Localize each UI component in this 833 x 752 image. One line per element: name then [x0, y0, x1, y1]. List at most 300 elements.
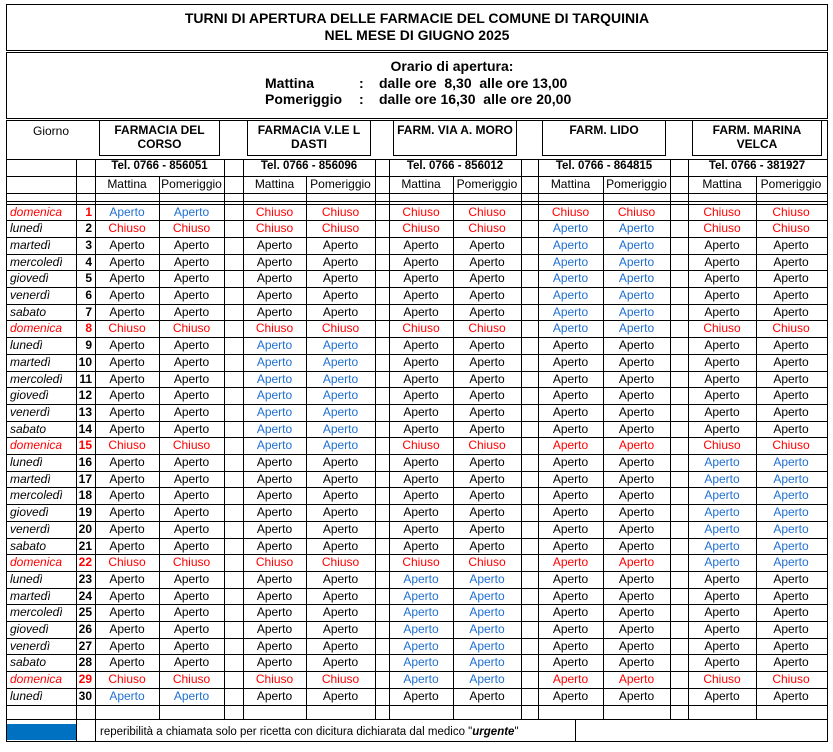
status-afternoon: Chiuso	[468, 438, 506, 453]
status-morning: Aperto	[704, 471, 740, 486]
status-afternoon: Aperto	[469, 605, 505, 620]
status-afternoon: Aperto	[469, 304, 505, 319]
status-afternoon: Chiuso	[772, 204, 810, 219]
status-afternoon: Aperto	[173, 638, 210, 653]
status-afternoon: Aperto	[173, 204, 210, 219]
status-afternoon: Aperto	[322, 471, 359, 486]
status-morning: Aperto	[256, 638, 293, 653]
day-number: 11	[79, 371, 92, 386]
status-afternoon: Aperto	[322, 688, 359, 703]
status-afternoon: Aperto	[773, 354, 809, 369]
status-morning: Aperto	[256, 455, 293, 469]
status-morning: Aperto	[403, 471, 439, 486]
status-afternoon: Aperto	[773, 371, 809, 386]
status-afternoon: Chiuso	[172, 221, 211, 236]
status-morning: Aperto	[704, 622, 740, 636]
status-afternoon: Aperto	[173, 388, 210, 403]
status-afternoon: Aperto	[618, 622, 655, 636]
status-afternoon: Chiuso	[772, 672, 810, 687]
status-afternoon: Aperto	[618, 237, 655, 252]
status-morning: Aperto	[109, 588, 145, 603]
status-morning: Aperto	[256, 288, 293, 302]
day-number: 17	[78, 471, 92, 486]
status-afternoon: Aperto	[173, 571, 210, 586]
status-afternoon: Aperto	[173, 354, 210, 369]
status-afternoon: Aperto	[469, 688, 505, 703]
status-afternoon: Aperto	[322, 288, 359, 302]
status-afternoon: Chiuso	[321, 321, 360, 336]
status-afternoon: Aperto	[173, 288, 210, 302]
status-afternoon: Aperto	[322, 388, 359, 403]
day-name: giovedì	[10, 622, 49, 636]
day-number: 10	[78, 354, 92, 369]
status-morning: Chiuso	[255, 221, 294, 236]
status-morning: Aperto	[403, 605, 439, 620]
day-name: lunedì	[10, 221, 43, 236]
shift-label-morning: Mattina	[702, 177, 742, 191]
status-afternoon: Aperto	[618, 471, 655, 486]
day-number: 18	[78, 488, 92, 503]
page-title: TURNI DI APERTURA DELLE FARMACIE DEL COMUNE DI TARQUINIA	[184, 10, 650, 26]
status-morning: Chiuso	[255, 672, 294, 687]
status-afternoon: Aperto	[469, 571, 505, 586]
status-afternoon: Aperto	[773, 605, 809, 620]
pharmacy-tel: Tel. 0766 - 856096	[260, 160, 358, 172]
status-afternoon: Aperto	[322, 354, 359, 369]
day-name: venerdì	[10, 638, 51, 653]
pharmacy-tel: Tel. 0766 - 864815	[555, 160, 653, 172]
pharmacy-tel: Tel. 0766 - 856012	[406, 160, 504, 172]
status-morning: Aperto	[109, 371, 145, 386]
status-afternoon: Aperto	[173, 371, 210, 386]
status-afternoon: Aperto	[618, 588, 655, 603]
status-morning: Aperto	[704, 638, 740, 653]
status-afternoon: Chiuso	[172, 672, 211, 687]
status-morning: Aperto	[256, 271, 293, 286]
status-morning: Aperto	[403, 271, 439, 286]
status-morning: Chiuso	[703, 672, 741, 687]
status-afternoon: Aperto	[618, 271, 655, 286]
status-morning: Aperto	[256, 605, 293, 620]
status-afternoon: Chiuso	[321, 672, 360, 687]
status-afternoon: Aperto	[469, 388, 505, 403]
status-afternoon: Aperto	[773, 555, 809, 570]
status-morning: Aperto	[403, 622, 439, 636]
status-morning: Aperto	[552, 338, 589, 353]
status-afternoon: Aperto	[773, 271, 809, 286]
legend-emphasis: urgente	[472, 726, 515, 738]
hours-separator: :	[359, 74, 364, 91]
status-afternoon: Aperto	[173, 254, 210, 269]
status-morning: Aperto	[552, 237, 589, 252]
day-number: 20	[78, 521, 92, 536]
day-name: giovedì	[10, 505, 49, 520]
status-morning: Chiuso	[402, 555, 440, 570]
status-morning: Aperto	[552, 254, 589, 269]
status-afternoon: Aperto	[322, 271, 359, 286]
status-morning: Chiuso	[402, 438, 440, 453]
status-morning: Aperto	[109, 505, 145, 520]
day-number: 21	[78, 538, 92, 553]
day-number: 16	[78, 455, 92, 469]
status-morning: Aperto	[109, 354, 145, 369]
shift-label-morning: Mattina	[401, 177, 441, 191]
day-name: venerdì	[10, 404, 51, 419]
giorno-header: Giorno	[32, 124, 70, 138]
status-morning: Chiuso	[108, 221, 146, 236]
status-afternoon: Aperto	[618, 638, 655, 653]
shift-label-afternoon: Pomeriggio	[606, 177, 667, 191]
day-name: sabato	[10, 304, 47, 319]
status-morning: Aperto	[704, 404, 740, 419]
status-morning: Chiuso	[703, 221, 741, 236]
status-morning: Aperto	[552, 421, 589, 436]
status-afternoon: Aperto	[773, 421, 809, 436]
grid-hline	[6, 193, 828, 194]
status-afternoon: Aperto	[322, 404, 359, 419]
status-afternoon: Aperto	[618, 388, 655, 403]
status-morning: Aperto	[704, 254, 740, 269]
status-afternoon: Chiuso	[468, 321, 506, 336]
day-name: mercoledì	[10, 254, 63, 269]
status-morning: Aperto	[256, 505, 293, 520]
status-morning: Aperto	[109, 237, 145, 252]
status-afternoon: Chiuso	[321, 204, 360, 219]
status-afternoon: Aperto	[618, 254, 655, 269]
pharmacy-name	[542, 120, 666, 156]
status-afternoon: Chiuso	[172, 438, 211, 453]
grid-hline	[6, 201, 828, 202]
status-morning: Aperto	[109, 455, 145, 469]
status-afternoon: Aperto	[469, 655, 505, 670]
status-afternoon: Aperto	[469, 254, 505, 269]
status-morning: Aperto	[256, 371, 293, 386]
day-number: 27	[78, 638, 92, 653]
status-afternoon: Aperto	[469, 622, 505, 636]
day-number: 1	[85, 204, 92, 219]
day-number: 23	[78, 571, 92, 586]
status-morning: Aperto	[552, 505, 589, 520]
pharmacy-name	[692, 120, 822, 156]
status-morning: Aperto	[403, 288, 439, 302]
grid-vline	[521, 159, 522, 719]
status-morning: Aperto	[552, 271, 589, 286]
status-afternoon: Aperto	[618, 304, 655, 319]
status-morning: Aperto	[552, 688, 589, 703]
status-morning: Aperto	[403, 371, 439, 386]
status-afternoon: Aperto	[322, 254, 359, 269]
day-name: sabato	[10, 655, 47, 670]
day-number: 7	[85, 304, 92, 319]
status-morning: Aperto	[256, 354, 293, 369]
status-afternoon: Aperto	[618, 555, 655, 570]
status-morning: Aperto	[109, 338, 145, 353]
status-morning: Aperto	[704, 505, 740, 520]
status-morning: Aperto	[704, 421, 740, 436]
status-afternoon: Aperto	[322, 588, 359, 603]
status-afternoon: Aperto	[618, 421, 655, 436]
grid-vline	[224, 159, 225, 719]
day-number: 22	[78, 555, 92, 570]
status-morning: Aperto	[552, 354, 589, 369]
shift-label-afternoon: Pomeriggio	[760, 177, 822, 191]
day-number: 5	[85, 271, 92, 286]
status-afternoon: Aperto	[173, 404, 210, 419]
opening-hours-box	[6, 52, 828, 119]
status-morning: Chiuso	[255, 555, 294, 570]
status-morning: Chiuso	[703, 438, 741, 453]
status-afternoon: Chiuso	[772, 321, 810, 336]
status-afternoon: Aperto	[322, 571, 359, 586]
grid-vline	[575, 719, 576, 742]
status-morning: Aperto	[552, 638, 589, 653]
pharmacy-tel: Tel. 0766 - 381927	[708, 160, 806, 172]
status-morning: Aperto	[552, 555, 589, 570]
status-morning: Aperto	[552, 672, 589, 687]
status-afternoon: Aperto	[773, 588, 809, 603]
status-morning: Aperto	[109, 471, 145, 486]
status-morning: Aperto	[704, 304, 740, 319]
status-morning: Aperto	[256, 538, 293, 553]
status-morning: Aperto	[256, 588, 293, 603]
status-morning: Chiuso	[402, 204, 440, 219]
status-morning: Aperto	[109, 288, 145, 302]
status-morning: Aperto	[109, 521, 145, 536]
status-morning: Aperto	[403, 505, 439, 520]
status-morning: Aperto	[552, 655, 589, 670]
shift-label-morning: Mattina	[254, 177, 295, 191]
pharmacy-name-line2: VELCA	[736, 137, 778, 151]
status-afternoon: Aperto	[469, 404, 505, 419]
status-afternoon: Aperto	[173, 455, 210, 469]
status-morning: Aperto	[552, 438, 589, 453]
status-afternoon: Aperto	[773, 338, 809, 353]
status-morning: Aperto	[256, 254, 293, 269]
status-afternoon: Aperto	[173, 421, 210, 436]
status-morning: Aperto	[704, 288, 740, 302]
day-number: 2	[85, 221, 92, 236]
status-morning: Aperto	[256, 688, 293, 703]
day-name: domenica	[10, 321, 63, 336]
status-afternoon: Aperto	[618, 288, 655, 302]
status-afternoon: Aperto	[469, 521, 505, 536]
status-morning: Aperto	[109, 421, 145, 436]
status-afternoon: Aperto	[618, 438, 655, 453]
shift-label-morning: Mattina	[550, 177, 591, 191]
shift-label-afternoon: Pomeriggio	[456, 177, 518, 191]
day-name: mercoledì	[10, 605, 63, 620]
status-afternoon: Aperto	[618, 571, 655, 586]
day-name: lunedì	[10, 455, 43, 469]
shift-label-morning: Mattina	[107, 177, 147, 191]
status-morning: Aperto	[109, 655, 145, 670]
status-morning: Aperto	[109, 254, 145, 269]
status-morning: Aperto	[704, 521, 740, 536]
status-afternoon: Aperto	[173, 622, 210, 636]
day-number: 29	[78, 672, 92, 687]
status-morning: Aperto	[403, 672, 439, 687]
status-afternoon: Aperto	[618, 354, 655, 369]
status-afternoon: Aperto	[469, 538, 505, 553]
status-morning: Aperto	[256, 571, 293, 586]
status-morning: Aperto	[403, 338, 439, 353]
status-morning: Aperto	[552, 321, 589, 336]
status-morning: Aperto	[403, 254, 439, 269]
grid-vline	[76, 719, 77, 742]
status-afternoon: Chiuso	[468, 221, 506, 236]
day-name: mercoledì	[10, 488, 63, 503]
day-name: lunedì	[10, 571, 43, 586]
status-afternoon: Aperto	[322, 237, 359, 252]
day-name: sabato	[10, 421, 47, 436]
status-morning: Aperto	[256, 304, 293, 319]
status-morning: Aperto	[403, 688, 439, 703]
status-morning: Aperto	[704, 271, 740, 286]
status-afternoon: Chiuso	[172, 321, 211, 336]
status-afternoon: Aperto	[173, 505, 210, 520]
status-afternoon: Aperto	[322, 605, 359, 620]
status-afternoon: Aperto	[469, 338, 505, 353]
status-afternoon: Aperto	[773, 521, 809, 536]
status-morning: Aperto	[403, 521, 439, 536]
status-morning: Aperto	[704, 688, 740, 703]
status-afternoon: Aperto	[773, 622, 809, 636]
status-morning: Aperto	[403, 354, 439, 369]
status-afternoon: Aperto	[773, 455, 809, 469]
status-morning: Chiuso	[255, 321, 294, 336]
grid-vline	[95, 719, 96, 742]
day-name: domenica	[10, 555, 63, 570]
status-afternoon: Aperto	[618, 488, 655, 503]
status-afternoon: Aperto	[469, 588, 505, 603]
status-afternoon: Aperto	[469, 505, 505, 520]
status-morning: Chiuso	[703, 204, 741, 219]
status-afternoon: Aperto	[469, 371, 505, 386]
status-afternoon: Aperto	[322, 488, 359, 503]
status-afternoon: Aperto	[773, 471, 809, 486]
day-number: 26	[78, 622, 92, 636]
status-afternoon: Aperto	[469, 488, 505, 503]
status-afternoon: Aperto	[173, 588, 210, 603]
day-name: domenica	[10, 672, 63, 687]
status-morning: Chiuso	[255, 204, 294, 219]
hours-row-morning	[265, 75, 827, 92]
status-afternoon: Aperto	[618, 672, 655, 687]
grid-vline	[670, 159, 671, 719]
status-afternoon: Aperto	[469, 271, 505, 286]
status-afternoon: Chiuso	[172, 555, 211, 570]
status-afternoon: Aperto	[322, 304, 359, 319]
status-afternoon: Chiuso	[772, 221, 810, 236]
shift-label-afternoon: Pomeriggio	[310, 177, 371, 191]
status-morning: Aperto	[704, 354, 740, 369]
status-morning: Aperto	[403, 571, 439, 586]
pharmacy-name	[393, 120, 517, 156]
status-afternoon: Chiuso	[772, 438, 810, 453]
status-morning: Aperto	[403, 538, 439, 553]
status-morning: Chiuso	[703, 321, 741, 336]
status-morning: Aperto	[403, 237, 439, 252]
status-morning: Aperto	[109, 571, 145, 586]
day-number: 9	[85, 338, 92, 353]
status-morning: Aperto	[109, 404, 145, 419]
status-afternoon: Aperto	[469, 471, 505, 486]
status-afternoon: Aperto	[469, 288, 505, 302]
status-afternoon: Aperto	[173, 538, 210, 553]
status-afternoon: Aperto	[618, 655, 655, 670]
status-morning: Aperto	[552, 488, 589, 503]
status-afternoon: Aperto	[469, 421, 505, 436]
day-name: mercoledì	[10, 371, 63, 386]
status-afternoon: Aperto	[773, 237, 809, 252]
status-morning: Aperto	[704, 605, 740, 620]
status-afternoon: Aperto	[322, 622, 359, 636]
status-afternoon: Aperto	[173, 488, 210, 503]
day-name: venerdì	[10, 288, 51, 302]
status-afternoon: Aperto	[773, 538, 809, 553]
status-afternoon: Aperto	[773, 388, 809, 403]
status-afternoon: Aperto	[773, 254, 809, 269]
day-name: domenica	[10, 204, 63, 219]
status-morning: Aperto	[109, 638, 145, 653]
status-morning: Aperto	[552, 538, 589, 553]
pharmacy-name-line1: FARM. VIA A. MORO	[397, 123, 513, 137]
status-morning: Chiuso	[402, 321, 440, 336]
day-number: 6	[85, 288, 92, 302]
status-afternoon: Aperto	[322, 438, 359, 453]
pharmacy-name-line2: DASTI	[291, 137, 327, 151]
status-morning: Aperto	[552, 371, 589, 386]
hours-label: Pomeriggio	[265, 91, 343, 107]
status-afternoon: Aperto	[773, 288, 809, 302]
status-afternoon: Aperto	[469, 672, 505, 687]
day-number: 8	[85, 321, 92, 336]
status-afternoon: Aperto	[469, 455, 505, 469]
status-morning: Aperto	[552, 521, 589, 536]
status-morning: Aperto	[552, 455, 589, 469]
status-afternoon: Aperto	[469, 638, 505, 653]
status-morning: Aperto	[403, 488, 439, 503]
status-morning: Aperto	[552, 571, 589, 586]
status-morning: Aperto	[109, 204, 145, 219]
status-afternoon: Aperto	[173, 471, 210, 486]
status-morning: Aperto	[109, 304, 145, 319]
hours-label: Mattina	[265, 74, 314, 91]
status-afternoon: Aperto	[322, 505, 359, 520]
status-morning: Aperto	[403, 304, 439, 319]
grid-hline	[6, 159, 828, 160]
status-morning: Aperto	[256, 622, 293, 636]
status-afternoon: Aperto	[618, 338, 655, 353]
status-afternoon: Aperto	[322, 338, 359, 353]
status-morning: Aperto	[256, 338, 293, 353]
status-afternoon: Aperto	[773, 404, 809, 419]
status-morning: Aperto	[256, 404, 293, 419]
status-morning: Aperto	[704, 538, 740, 553]
hours-separator: :	[359, 91, 364, 107]
hours-row-afternoon	[265, 91, 827, 108]
status-afternoon: Aperto	[618, 221, 655, 236]
status-afternoon: Aperto	[173, 521, 210, 536]
hours-heading: Orario di apertura:	[390, 58, 514, 74]
pharmacy-name	[247, 120, 371, 156]
status-morning: Aperto	[109, 622, 145, 636]
day-number: 14	[78, 421, 92, 436]
day-name: sabato	[10, 538, 47, 553]
status-morning: Aperto	[403, 455, 439, 469]
day-name: giovedì	[10, 388, 49, 403]
grid-vline	[375, 159, 376, 719]
